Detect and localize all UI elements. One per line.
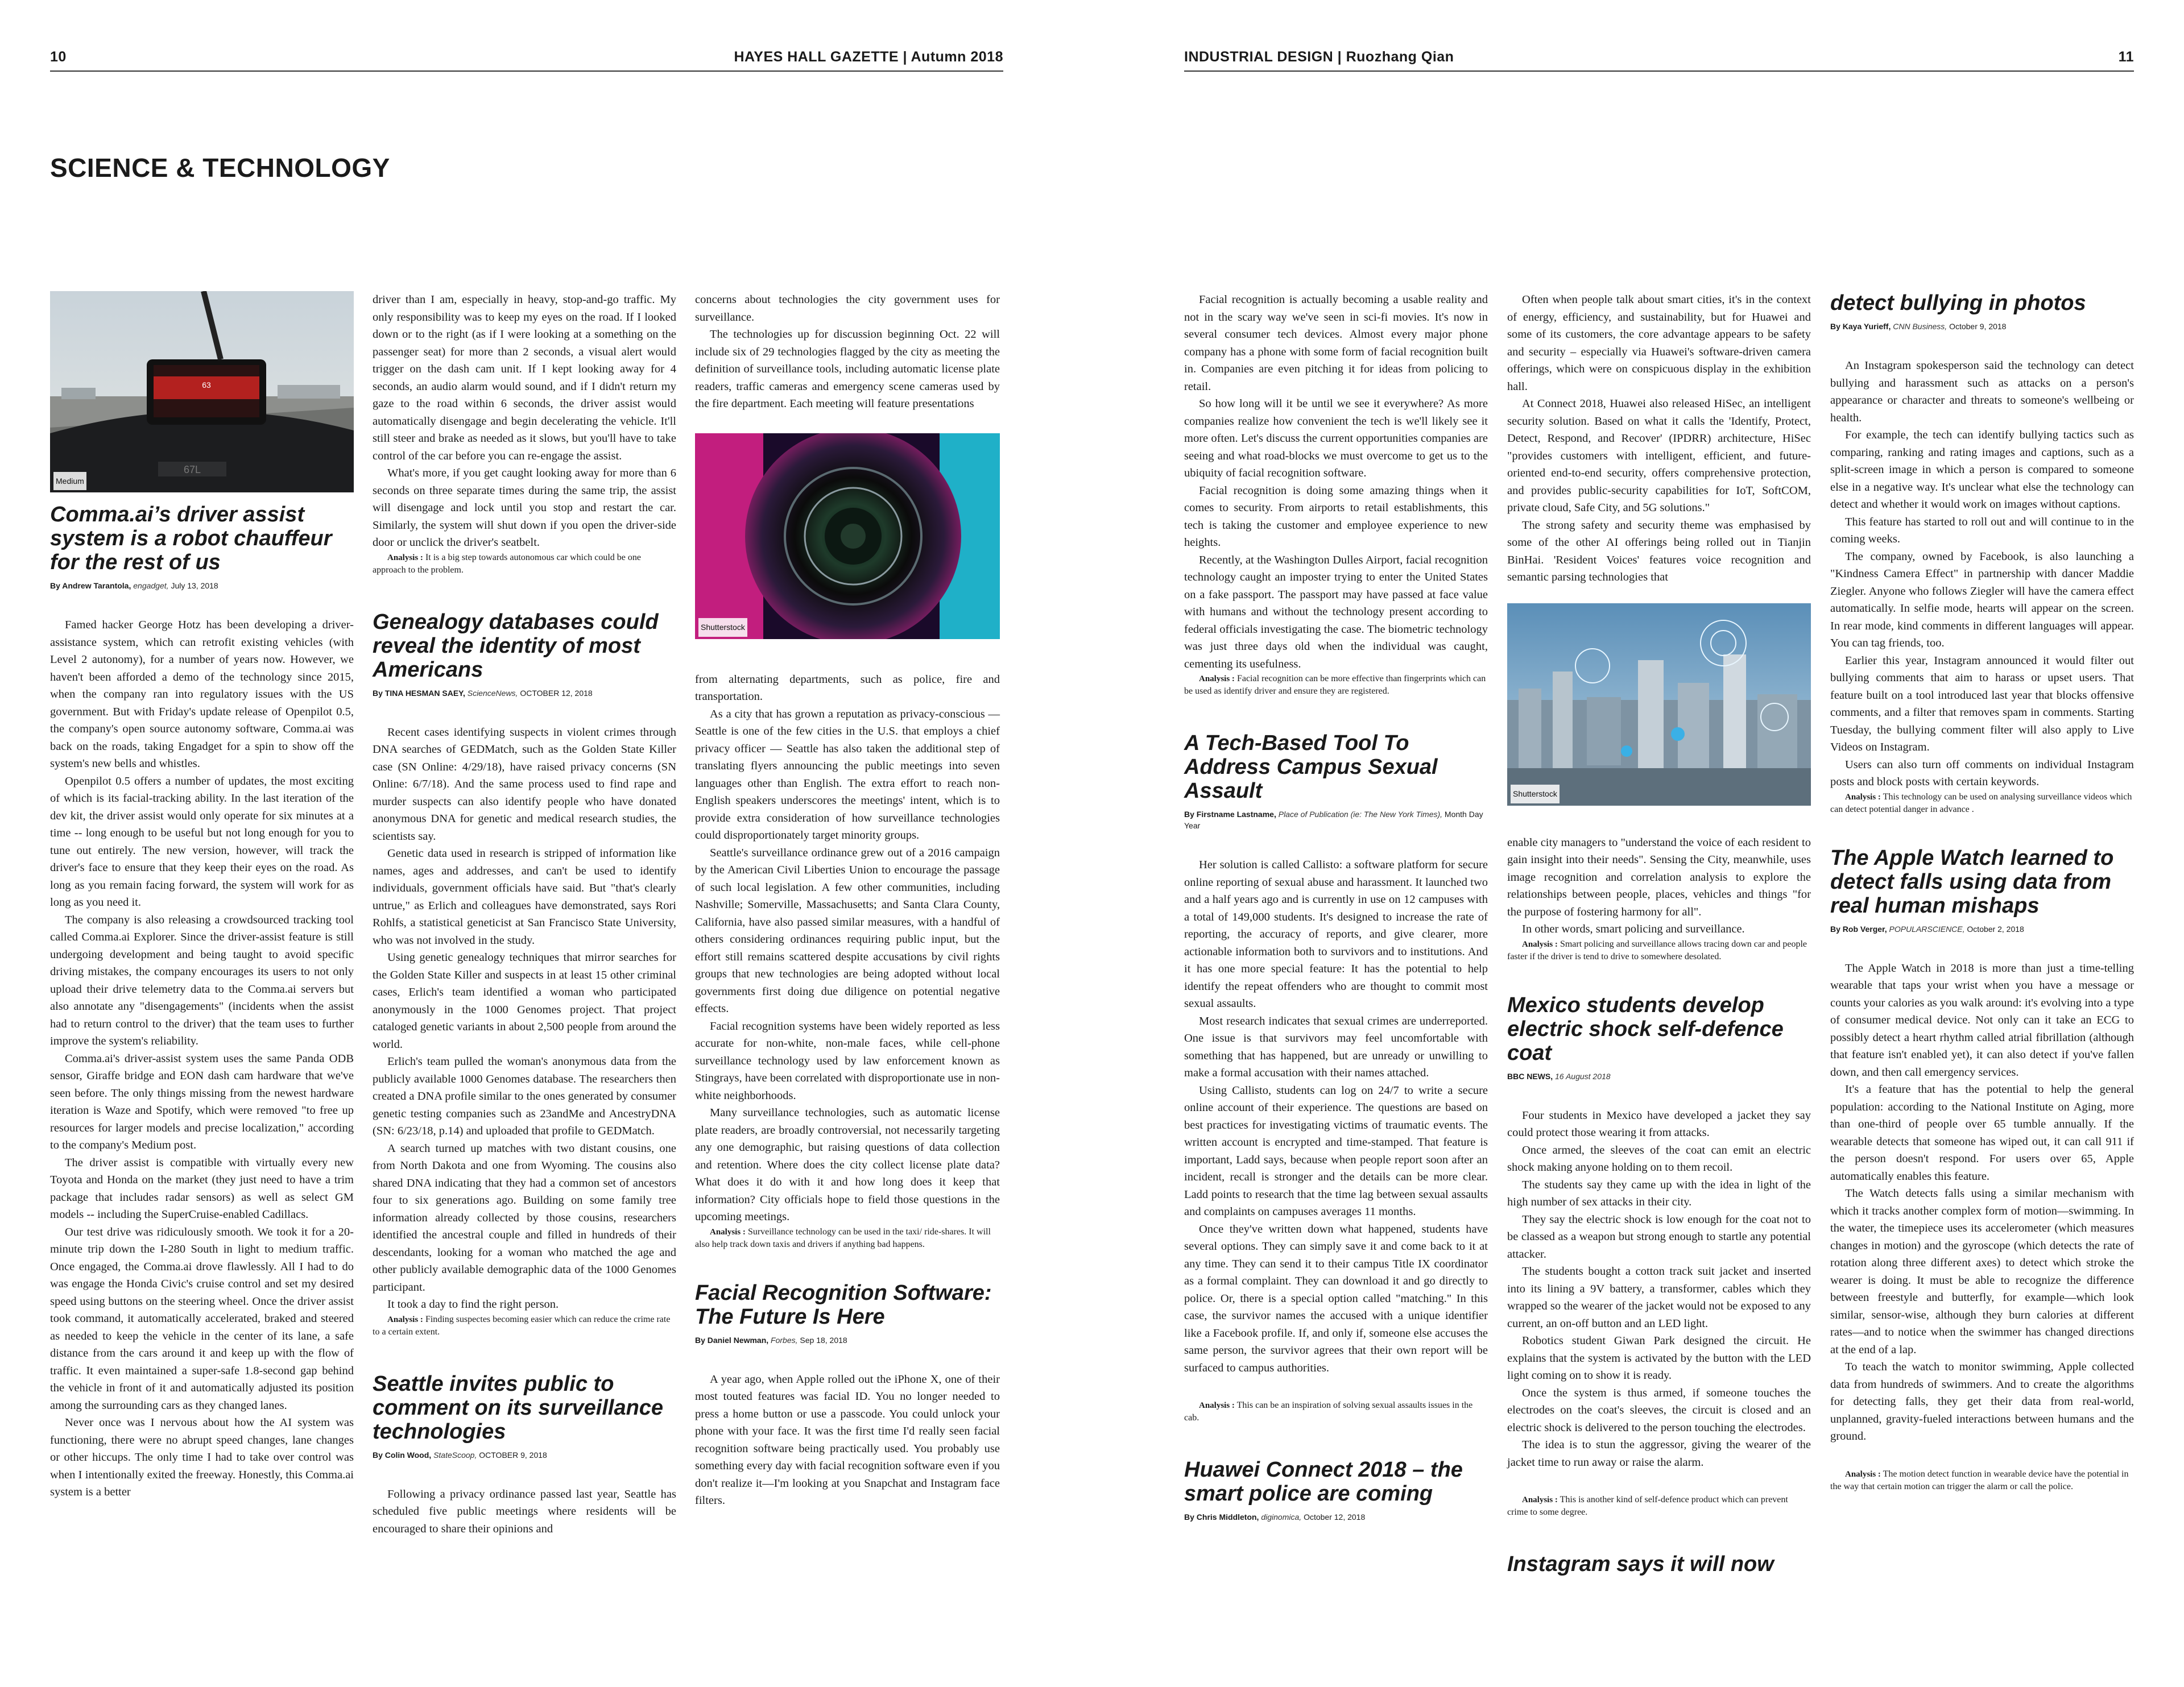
byline-author: By Andrew Tarantola, <box>50 581 131 590</box>
paragraph: from alternating departments, such as police, fire and transportation. <box>695 673 1000 703</box>
column-6 <box>1830 291 2134 1493</box>
paragraph: Using genetic genealogy techniques that mirror searches for the Golden State Killer and suspects in at least 15 other criminal cases, Erlich's team identified a woman who participated anonymously in the 1000 Genomes project. That project cataloged genetic variants in about 2,500 people from around the world. <box>373 951 676 1051</box>
paragraph: Genetic data used in research is stripped of information like names, ages and addresses, and can't be used to identify individuals, government officials have said. But "that's clearly untrue," as Erlich and colleagues have demonstrated, says Rori Rohlfs, a statistical geneticist at San Francisco State University, who was not involved in the study. <box>373 847 676 947</box>
paragraph: Facial recognition is actually becoming a usable reality and not in the scary way we've seen in sci-fi movies. It's now in several consumer tech devices. Almost every major phone company has a phone with some form of facial recognition built in. Companies are even pitching it for ideas from policing to retail. <box>1184 293 1488 393</box>
paragraph: Once armed, the sleeves of the coat can emit an electric shock making anyone holding on to them recoil. <box>1507 1143 1811 1174</box>
column-2 <box>373 291 676 1537</box>
paragraph: Earlier this year, Instagram announced it would filter out bullying comments that aim to harass or upset users. That feature built on a tool introduced last year that blocks offensive comments, and a filter that removes spam in comments. Starting Tuesday, the bullying comment filter will also apply to Live Videos on Instagram. <box>1830 654 2134 753</box>
paragraph: Four students in Mexico have developed a jacket they say could protect those wearing it from attacks. <box>1507 1109 1811 1139</box>
paragraph: concerns about technologies the city government uses for surveillance. <box>695 293 1000 324</box>
camera-lens-image <box>695 433 1000 639</box>
article-headline: Genealogy databases could reveal the identity of most Americans <box>373 610 659 682</box>
paragraph: Recently, at the Washington Dulles Airport, facial recognition technology caught an imposter trying to enter the United States on a fake passport. The passport may have passed at face value with humans and without the technology present according to federal officials investigating the case. The biometric technology was just three days old when the individual was caught, cementing its usefulness. <box>1184 553 1488 670</box>
article-headline: A Tech-Based Tool To Address Campus Sexual Assault <box>1184 731 1438 803</box>
byline-date: July 13, 2018 <box>171 581 218 590</box>
paragraph: Many surveillance technologies, such as automatic license plate readers, are broadly controversial, not necessarily targeting any one demographic, but raising questions of data collection and retention. Where does the city collect license plate data? What does it do with it and how long does it keep that information? City officials hope to field those questions in the upcoming meetings. <box>695 1106 1000 1223</box>
analysis-note: Analysis : This can be an inspiration of solving sexual assaults issues in the cab. <box>1184 1400 1473 1423</box>
photo-credit: Shutterstock <box>698 618 747 637</box>
right-header-rule <box>1184 71 2134 72</box>
column-4 <box>1184 291 1488 1548</box>
paragraph: An Instagram spokesperson said the technology can detect bullying and harassment such as attacks on a person's appearance or character and threats to someone's wellbeing or health. <box>1830 359 2134 424</box>
smart-city-photo <box>1507 603 1811 806</box>
byline-source: engadget, <box>133 581 169 590</box>
left-header-rule <box>50 71 1003 72</box>
paragraph: The company, owned by Facebook, is also launching a "Kindness Camera Effect" in partnership with dancer Maddie Ziegler. Anyone who follows Ziegler will have the camera effect automatically. In selfie mode, hearts will appear on the screen. In rear mode, kind comments in different languages will appear. You can tag friends, too. <box>1830 550 2134 649</box>
paragraph: Once they've written down what happened, students have several options. They can simply save it and come back to it at any time. They can send it to their campus Title IX coordinator as a formal complaint. They can download it and go directly to police. Or, there is a special option called "matching." In this case, the survivor names the accused with a unique identifier like a Facebook profile. If, and only if, someone else accuses the same person, the survivor agrees that their own report will be surfaced to campus authorities. <box>1184 1222 1488 1374</box>
right-running-title: INDUSTRIAL DESIGN | Ruozhang Qian <box>1184 49 1454 65</box>
analysis-note: Analysis : Facial recognition can be more effective than fingerprints which can be used as identify driver and ensure they are registered. <box>1184 674 1486 696</box>
paragraph: Never once was I nervous about how the AI system was functioning, there were no abrupt speed changes, lane changes or other hiccups. The only time I had to take over control was when I intentionally exited the freeway. Honestly, this Comma.ai system is a better <box>50 1416 354 1498</box>
photo-credit: Shutterstock <box>1511 785 1560 803</box>
paragraph: Openpilot 0.5 offers a number of updates, the most exciting of which is its facial-tracking ability. In the last iteration of the dev kit, the driver assist would only operate for six minutes at a time -- long enough to be useful but not long enough for you to tune out entirely. The new version, however, will track the driver's face to ensure that they keep their eyes on the road. As long as you remain facing forward, the system will work for as long as you need it. <box>50 774 354 909</box>
paragraph: Robotics student Giwan Park designed the circuit. He explains that the system is activated by the button with the LED light coming on to show it is ready. <box>1507 1334 1811 1382</box>
article-headline: detect bullying in photos <box>1830 291 2086 315</box>
paragraph: In other words, smart policing and surveillance. <box>1522 923 1745 935</box>
byline: BBC NEWS, 16 August 2018 <box>1507 1071 1611 1081</box>
svg-text:67L: 67L <box>183 464 201 475</box>
right-page-number: 11 <box>2118 49 2134 65</box>
paragraph: A year ago, when Apple rolled out the iPhone X, one of their most touted features was facial ID. You no longer needed to press a home button or use a passcode. You could unlock your phone with your face. It was the first time I'd really seen facial recognition software being practically used. You probably use something every day with facial recognition software even if you don't realize it—I'm looking at you Snapchat and Instagram face filters. <box>695 1373 1000 1507</box>
article-headline: Huawei Connect 2018 – the smart police are coming <box>1184 1458 1463 1506</box>
paragraph: Facial recognition systems have been widely reported as less accurate for non-white, non-male faces, while cell-phone surveillance technology used by law enforcement known as Stingrays, have been correlated with disproportionate use in non-white neighborhoods. <box>695 1019 1000 1102</box>
paragraph: The driver assist is compatible with virtually every new Toyota and Honda on the market (they just need to have a trim package that includes radar sensors) as well as select GM models -- including the SuperCruise-enabled Cadillacs. <box>50 1156 354 1221</box>
paragraph: It took a day to find the right person. <box>387 1298 559 1311</box>
paragraph: Seattle's surveillance ordinance grew out of a 2016 campaign by the American Civil Liberties Union to encourage the passage of such local legislation. A few other communities, including Nashville; Somerville, Massachusetts; and Santa Clara County, California, have also passed similar measures, with a handful of others considering ordinances requiring public input, but the effort still remains scattered despite accusations by civil rights groups that new technologies are being adopted without local governments first doing due diligence on potential negative effects. <box>695 846 1000 1015</box>
left-running-title: HAYES HALL GAZETTE | Autumn 2018 <box>734 49 1003 65</box>
byline: By TINA HESMAN SAEY, ScienceNews, OCTOBER 12, 2018 <box>373 688 593 698</box>
paragraph: The company is also releasing a crowdsourced tracking tool called Comma.ai Explorer. Since the driver-assist feature is still undergoing development and being taught to avoid specific driving mistakes, the company encourages its users to not only upload their drive telemetry data to the Comma.ai servers but also annotate any "disengagements" (incidents when the assist had to return control to the driver) that the team uses to further improve the system's reliability. <box>50 913 354 1047</box>
byline <box>50 580 354 591</box>
dashcam-image <box>50 291 354 492</box>
article-headline: The Apple Watch learned to detect falls using data from real human mishaps <box>1830 845 2114 918</box>
paragraph: Recent cases identifying suspects in violent crimes through DNA searches of GEDMatch, such as the Golden State Killer case (SN Online: 4/29/18), have raised privacy concerns (SN Online: 6/7/18). And the same process used to find rape and murder suspects can also identify people who have donated anonymous DNA for genetic and medical research studies, the scientists say. <box>373 726 676 843</box>
paragraph: Often when people talk about smart cities, it's in the context of energy, efficiency, and sustainability, but for Huawei and some of its customers, the core advantage appears to be safety and security – especially via Huawei's software-driven camera offerings, which were on conspicuous display in the exhibition hall. <box>1507 293 1811 393</box>
byline: By Daniel Newman, Forbes, Sep 18, 2018 <box>695 1335 847 1345</box>
paragraph: Once the system is thus armed, if someone touches the electrodes on the coat's sleeves, the circuit is closed and an electric shock is delivered to the person touching the electrodes. <box>1507 1386 1811 1434</box>
analysis-note: Analysis : Finding suspectes becoming easier which can reduce the crime rate to a certain extent. <box>373 1314 671 1337</box>
paragraph: Most research indicates that sexual crimes are underreported. One issue is that survivors may feel uncomfortable with something that has happened, but are unready or unwilling to make a formal accusation with their names attached. <box>1184 1014 1488 1079</box>
paragraph: Erlich's team pulled the woman's anonymous data from the publicly available 1000 Genomes database. The researchers then created a DNA profile similar to the ones generated by consumer genetic testing companies such as 23andMe and AncestryDNA (SN: 6/23/18, p.14) and uploaded that profile to GEDMatch. <box>373 1055 676 1137</box>
paragraph: To teach the watch to monitor swimming, Apple collected data from hundreds of swimmers. And to create the algorithms for detecting falls, they get their data from real-world, unplanned, gravity-fueled interactions between humans and the ground. <box>1830 1361 2134 1443</box>
paragraph: The idea is to stun the aggressor, giving the wearer of the jacket time to run away or raise the alarm. <box>1507 1439 1811 1469</box>
analysis-note: Analysis : Surveillance technology can be used in the taxi/ ride-shares. It will also help track down taxis and drivers if anything bad happens. <box>695 1226 991 1249</box>
paragraph: enable city managers to "understand the voice of each resident to gain insight into their needs". Sensing the City, meanwhile, uses image recognition and correlation analysis to explore the relationships between people, places, vehicles and things "for the purpose of fostering harmony for all". <box>1507 836 1811 918</box>
photo-credit: Medium <box>53 472 86 491</box>
article-headline: Mexico students develop electric shock self-defence coat <box>1507 993 1784 1065</box>
paragraph: Using Callisto, students can log on 24/7 to write a secure online account of their experience. The questions are based on best practices for investigating victims of traumatic events. The written account is encrypted and time-stamped. That feature is important, Ladd says, because when people report soon after an incident, recall is stronger and the details can be more clear. Ladd points to research that the time lag between sexual assaults and complaints on campuses averages 11 months. <box>1184 1084 1488 1218</box>
paragraph: A search turned up matches with two distant cousins, one from North Dakota and one from Wyoming. The cousins also shared DNA indicating that they had a common set of ancestors four to six generations ago. Building on some family tree information already collected by those cousins, researchers identified the ancestral couple and filled in hundreds of their descendants, looking for a woman who matched the age and other publicly available demographic data of the 1000 Genomes participant. <box>373 1142 676 1294</box>
article-headline: Facial Recognition Software: The Future Is Here <box>695 1280 992 1329</box>
paragraph: The technologies up for discussion beginning Oct. 22 will include six of 29 technologies flagged by the city as meeting the definition of surveillance tools, including automatic license plate readers, traffic cameras and emergency scene cameras used by the fire department. Each meeting will feature presentations <box>695 328 1000 410</box>
article-body <box>50 616 354 1501</box>
column-1 <box>50 291 354 1501</box>
analysis-note: Analysis : It is a big step towards autonomous car which could be one approach to the problem. <box>373 552 641 575</box>
paragraph: Comma.ai's driver-assist system uses the same Panda ODB sensor, Giraffe bridge and EON dash cam hardware that we've seen before. The only things missing from the newest hardware iteration is Waze and Spotify, which were removed "to free up resources for larger models and precise localization," according to the company's Medium post. <box>50 1052 354 1151</box>
column-5 <box>1507 291 1811 1582</box>
paragraph: The students bought a cotton track suit jacket and inserted into its lining a 9V battery, a transformer, cables which they wrapped so the wearer of the jacket would not be exposed to any current, an on-off button and an LED light. <box>1507 1265 1811 1330</box>
byline: By Chris Middleton, diginomica, October 12, 2018 <box>1184 1512 1366 1522</box>
column-3 <box>695 291 1000 1510</box>
paragraph: At Connect 2018, Huawei also released HiSec, an intelligent security solution. Based on what it calls the 'Identify, Protect, Detect, Respond, and Recover' (IPDRR) architecture, HiSec "provides customers with intelligent, efficient, and future-oriented end-to-end security, offers comprehensive protection, and provides public-security capabilities for IoT, SoftCOM, private cloud, Safe City, and 5G solutions." <box>1507 397 1811 514</box>
byline: By Kaya Yurieff, CNN Business, October 9, 2018 <box>1830 322 2007 331</box>
byline: By Rob Verger, POPULARSCIENCE, October 2, 2018 <box>1830 924 2024 934</box>
paragraph: The Apple Watch in 2018 is more than just a time-telling wearable that taps your wrist when you have a message or counts your calories as you walk around: it's evolving into a type of consumer medical device. Not only can it take an ECG to possibly detect a heart rhythm called atrial fibrillation (although that feature isn't enabled yet), it can also detect if you've fallen down, and then call emergency services. <box>1830 961 2134 1079</box>
article-headline: Instagram says it will now <box>1507 1552 1774 1576</box>
paragraph: Famed hacker George Hotz has been developing a driver-assistance system, which can retrofit existing vehicles (with Level 2 autonomy), for a number of years now. However, we haven't been afforded a demo of the technology since 2015, when the company ran into regulatory issues with the US government. But with Friday's update release of Openpilot 0.5, the company's open source autonomy software, Comma.ai was back on the roads, taking Engadget for a spin to show off the system's new bells and whistles. <box>50 619 354 770</box>
svg-text:63: 63 <box>202 380 211 389</box>
paragraph: It's a feature that has the potential to help the general population: according to the National Institute on Aging, more than one-third of people over 65 tumble annually. If the wearable detects that someone has wiped out, it can call 911 if the person doesn't respond. For users over 65, Apple automatically enables this feature. <box>1830 1083 2134 1183</box>
byline: By Colin Wood, StateScoop, OCTOBER 9, 2018 <box>373 1450 547 1460</box>
left-page-number: 10 <box>50 49 67 65</box>
paragraph: What's more, if you get caught looking away for more than 6 seconds on three separate times during the same trip, the assist will disengage and lock until you stop and restart the car. Similarly, the system will shut down if you open the driver-side door or unclick the driver's seatbelt. <box>373 467 676 549</box>
byline: By Firstname Lastname, Place of Publication (ie: The New York Times), Month Day Year <box>1184 810 1483 830</box>
paragraph: Following a privacy ordinance passed last year, Seattle has scheduled five public meetings where residents will be encouraged to share their opinions and <box>373 1487 676 1535</box>
paragraph: This feature has started to roll out and will continue to in the coming weeks. <box>1830 515 2134 545</box>
paragraph: The strong safety and security theme was emphasised by some of the other AI offerings being rolled out in Tianjin BinHai. 'Resident Voices' features voice recognition and semantic parsing technologies that <box>1507 519 1811 583</box>
paragraph: Our test drive was ridiculously smooth. We took it for a 20-minute trip down the I-280 South in light to medium traffic. Once engaged, the Comma.ai drove flawlessly. All I had to do was engage the Honda Civic's cruise control and set my desired speed using buttons on the steering wheel. Once the driver assist took command, it automatically accelerated, braked and steered as needed to keep the vehicle in the center of its lane, a safe distance from the cars around it and keep up with the flow of traffic. It even maintained a super-safe 1.8-second gap behind the vehicle in front of it and automatically adjusted its position among the surrounding cars as they changed lanes. <box>50 1225 354 1412</box>
analysis-note: Analysis : This technology can be used on analysing surveillance videos which can detect potential danger in advance . <box>1830 791 2132 814</box>
analysis-note: Analysis : The motion detect function in wearable device have the potential in the way that certain motion can trigger the alarm or call the police. <box>1830 1469 2129 1491</box>
paragraph: driver than I am, especially in heavy, stop-and-go traffic. My only responsibility was to keep my eyes on the road. If I looked down or to the right (as if I were looking at a something on the passenger seat) for more than 2 seconds, a visual alert would trigger on the dash cam unit. If I kept looking away for 4 seconds, an audio alarm would sound, and if I didn't return my gaze to the road within 6 seconds, the driver assist would automatically disengage and begin decelerating the vehicle. It'll still steer and brake as needed as it slows, but you'll have to take control of the car before you can re-engage the assist. <box>373 293 676 462</box>
paragraph: Users can also turn off comments on individual Instagram posts and block posts with certain keywords. <box>1830 758 2134 788</box>
paragraph: So how long will it be until we see it everywhere? As more companies realize how convenient the tech is we'll likely see it more often. Let's discuss the current opportunities companies are seeing and what road-blocks we must overcome to get us to the ubiquity of facial recognition software. <box>1184 397 1488 479</box>
dashcam-photo <box>50 291 354 492</box>
paragraph: As a city that has grown a reputation as privacy-conscious — Seattle is one of the few cities in the U.S. that employs a chief privacy officer — Seattle has also taken the additional step of translating flyers announcing the public meetings into seven languages other than English. The extra effort to reach non-English speakers underscores the meetings' intent, which is to provide extra consideration of how surveillance technologies could disproportionately target minority groups. <box>695 707 1000 842</box>
camera-lens-photo <box>695 433 1000 639</box>
paragraph: Her solution is called Callisto: a software platform for secure online reporting of sexual abuse and harassment. It launched two and a half years ago and is currently in use on 12 campuses with a total of 149,000 students. It's designed to increase the rate of reporting, the accuracy of reports, and give clearer, more actionable information both to survivors and to institutions. And it has one more special feature: It has the potential to help identify the repeat offenders who are thought to commit most sexual assaults. <box>1184 859 1488 1010</box>
article-headline: Seattle invites public to comment on its surveillance technologies <box>373 1371 664 1444</box>
paragraph: The Watch detects falls using a similar mechanism with which it tracks another complex form of motion—swimming. In the water, the timepiece uses its accelerometer (which measures changes in motion) and the gyroscope (which detects the rate of rotation along three different axes) to detect which stroke the wearer is doing. It must be able to recognize the difference between freestyle and butterfly, for example—which look similar, sensor-wise, although they burn calories at different rates—and to notice when the swimmer has changed directions at the end of a lap. <box>1830 1187 2134 1356</box>
article-headline: Comma.ai’s driver assist system is a robot chauffeur for the rest of us <box>50 503 332 574</box>
analysis-note: Analysis : Smart policing and surveillance allows tracing down car and people faster if the driver is tend to drive to somewhere desolated. <box>1507 939 1807 961</box>
paragraph: For example, the tech can identify bullying tactics such as comparing, ranking and rating images and captions, such as a split-screen image in which a person is compared to someone else in a negative way. It's unclear what else the technology can detect and whether it would work on images without captions. <box>1830 429 2134 511</box>
paragraph: The students say they came up with the idea in light of the high number of sex attacks in their city. <box>1507 1178 1811 1208</box>
analysis-note: Analysis : This is another kind of self-defence product which can prevent crime to some degree. <box>1507 1495 1788 1517</box>
smart-city-image <box>1507 603 1811 806</box>
paragraph: Facial recognition is doing some amazing things when it comes to security. From airports to retail establishments, this tech is taking the customer and employee experience to new heights. <box>1184 484 1488 549</box>
paragraph: They say the electric shock is low enough for the coat not to be classed as a weapon but strong enough to startle any potential attacker. <box>1507 1213 1811 1261</box>
section-title: SCIENCE & TECHNOLOGY <box>50 153 390 183</box>
